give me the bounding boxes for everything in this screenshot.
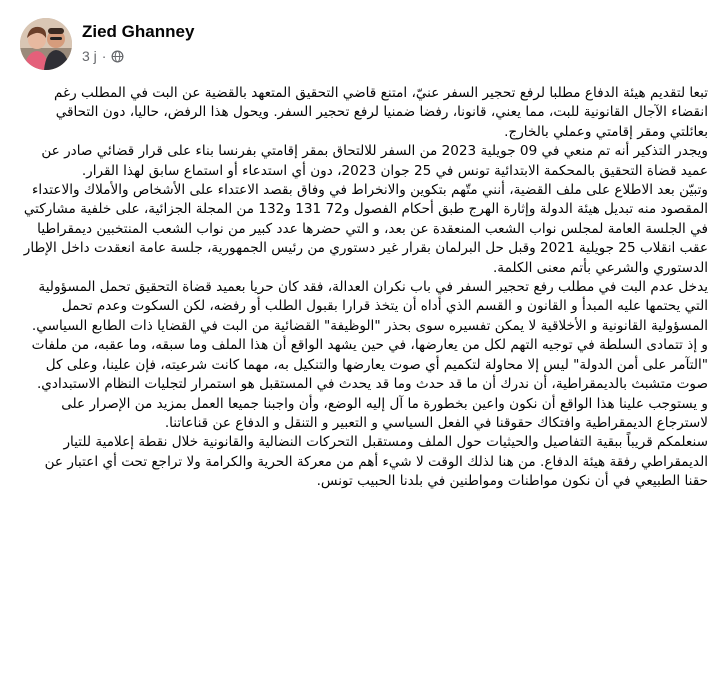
post-paragraph: سنعلمكم قريباً ببقية التفاصيل والحيثيات حول الملف ومستقبل التحركات النضالية والقانونية خلال نقطة إعلامية للتيار الديمقراطي رفقة هيئة الدفاع. من هنا لذلك الوقت لا شيء أهم من معركة الحرية والكرامة ولا تراجع تحت أي اعتبار عن حقنا الطبيعي في أن نكون مواطنات ومواطنين في بلدنا الحبيب تونس. xyxy=(44,434,708,490)
post-paragraph: يدخل عدم البت في مطلب رفع تحجير السفر في باب نكران العدالة، فقد كان حريا بعميد قضاة التحقيق تحمل المسؤولية التي يحتمها عليه المبدأ و القانون و القسم الذي أداه أن يتخذ قرارا بقبول الطلب أو رفضه، لكن السكوت وعدم تحمل المسؤولية القانونية و الأخلاقية لا يمكن تفسيره سوى بحذر "الوظيفة" القضائية من البت في القضايا ذات الطابع السياسي. xyxy=(31,279,708,334)
globe-icon[interactable] xyxy=(111,50,124,63)
post-paragraph: و يستوجب علينا هذا الواقع أن نكون واعين بخطورة ما آل إليه الوضع، وأن واجبنا جميعا العمل بمزيد من الإصرار على لاسترجاع الديمقراطية وافتكاك حقوقنا في الفعل السياسي و التعبير و التنقل و الدفاع عن قناعاتنا. xyxy=(61,395,708,431)
author-name[interactable]: Zied Ghanney xyxy=(82,22,195,41)
post-time[interactable]: 3 j xyxy=(82,48,97,64)
post-header xyxy=(20,18,710,74)
avatar-photo xyxy=(20,18,72,70)
post-paragraph: تبعا لتقديم هيئة الدفاع مطلبا لرفع تحجير السفر عنيّ، امتنع قاضي التحقيق المتعهد بالقضية عن البت في المطلب رغم انقضاء الآجال القانونية للبت، مما يعني، قانونا، رفضا ضمنيا لرفع تحجير السفر. ويحول هذا الرفض، حاليا، دون التحاقي بعائلتي ومقر إقامتي وعملي بالخارج. xyxy=(54,85,708,140)
post-paragraph: ويجدر التذكير أنه تم منعي في 09 جويلية 2023 من السفر للالتحاق بمقر إقامتي بفرنسا بناء على قرار قضائي صادر عن عميد قضاة التحقيق بالمحكمة الابتدائية تونس في 25 جوان 2023، دون أي استدعاء أو استماع سابق لهذا القرار. xyxy=(41,143,708,179)
post-paragraph: وتبيّن بعد الاطلاع على ملف القضية، أنني متّهم بتكوين والانخراط في وفاق بقصد الاعتداء على الأشخاص والأملاك والاعتداء المقصود منه تبديل هيئة الدولة وإثارة الهرج طبق أحكام الفصول و72 131 و132 من المجلة الجزائية، على خلفية مشاركتي في الجلسة العامة لمجلس نواب الشعب المنعقدة عن بعد، و التي حضرها عدد كبير من نواب الشعب المنتخبين ديمقراطيا عقب انقلاب 25 جويلية 2021 وقبل حل البرلمان بقرار غير دستوري من رئيس الجمهورية، جلسة عامة انعقدت داخل الإطار الدستوري والشرعي بأتم معنى الكلمة. xyxy=(23,182,708,276)
meta-separator: · xyxy=(101,48,107,64)
post-paragraph: و إذ تتمادى السلطة في توجيه التهم لكل من يعارضها، في حين يشهد الواقع أن هذا الملف وما سبقه، وما عقبه، من ملفات "التآمر على أمن الدولة" ليس إلا محاولة لتكميم أي صوت يعارضها والتنكيل به، مهما كانت شرعيته، فإن علينا، وعلى كل صوت متشبث بالديمقراطية، أن ندرك أن ما قد حدث وما قد يحدث في المستقبل هو استمرار لتجليات النظام الاستبدادي. xyxy=(31,337,708,393)
post-text xyxy=(22,84,708,492)
post-meta xyxy=(82,48,124,64)
avatar[interactable] xyxy=(20,18,72,70)
